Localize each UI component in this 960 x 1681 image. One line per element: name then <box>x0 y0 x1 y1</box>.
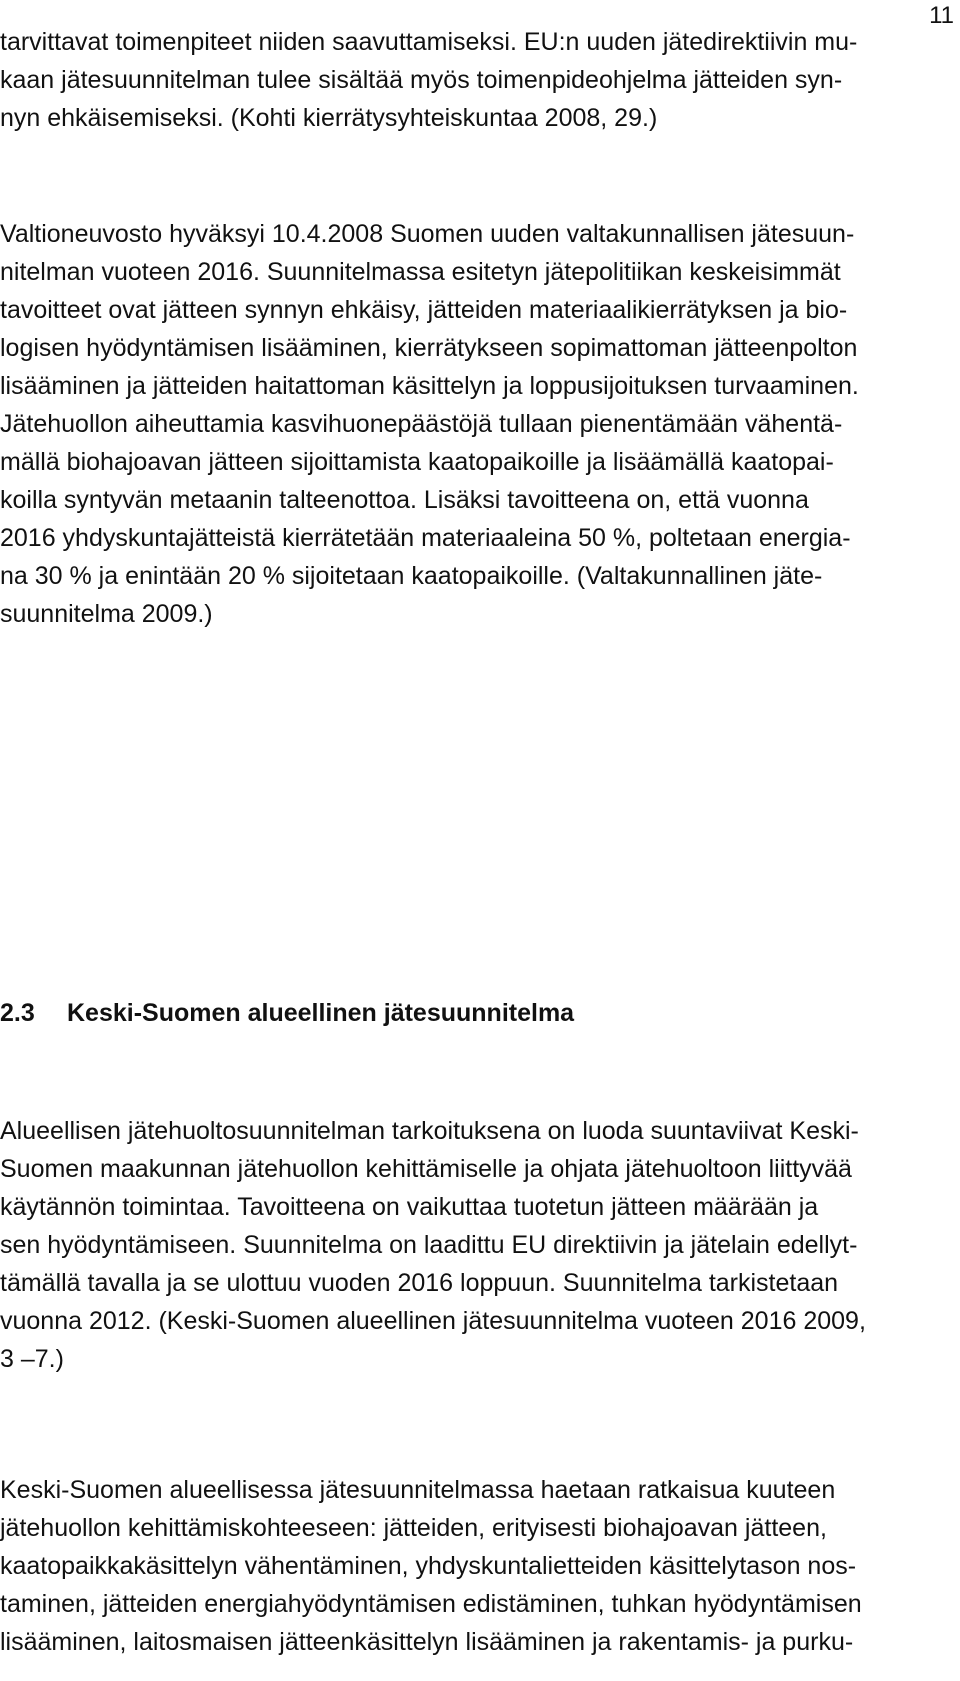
text-line: kaan jätesuunnitelman tulee sisältää myös toimenpideohjelma jätteiden syn- <box>0 66 843 94</box>
section-title: Keski-Suomen alueellinen jätesuunnitelma <box>67 999 575 1027</box>
text-line: Keski-Suomen alueellisessa jätesuunnitelmassa haetaan ratkaisua kuuteen <box>0 1476 836 1504</box>
text-line: jätehuollon kehittämiskohteeseen: jätteiden, erityisesti biohajoavan jätteen, <box>0 1514 827 1542</box>
text-line: suunnitelma 2009.) <box>0 600 213 628</box>
text-line: mällä biohajoavan jätteen sijoittamista kaatopaikoille ja lisäämällä kaatopai- <box>0 448 834 476</box>
page-number: 11 <box>929 2 954 29</box>
text-line: Jätehuollon aiheuttamia kasvihuonepäästöjä tullaan pienentämään vähentä- <box>0 410 843 438</box>
text-line: Suomen maakunnan jätehuollon kehittämiselle ja ohjata jätehuoltoon liittyvää <box>0 1155 852 1183</box>
text-line: 3 –7.) <box>0 1345 64 1373</box>
text-line: Valtioneuvosto hyväksyi 10.4.2008 Suomen uuden valtakunnallisen jätesuun- <box>0 220 855 248</box>
text-line: Alueellisen jätehuoltosuunnitelman tarkoituksena on luoda suuntaviivat Keski- <box>0 1117 859 1145</box>
text-line: sen hyödyntämiseen. Suunnitelma on laadittu EU direktiivin ja jätelain edellyt- <box>0 1231 858 1259</box>
text-line: lisääminen, laitosmaisen jätteenkäsittelyn lisääminen ja rakentamis- ja purku- <box>0 1628 854 1656</box>
text-line: tarvittavat toimenpiteet niiden saavuttamiseksi. EU:n uuden jätedirektiivin mu- <box>0 28 858 56</box>
text-line: koilla syntyvän metaanin talteenottoa. Lisäksi tavoitteena on, että vuonna <box>0 486 809 514</box>
text-line: kaatopaikkakäsittelyn vähentäminen, yhdyskuntalietteiden käsittelytason nos- <box>0 1552 857 1580</box>
text-line: taminen, jätteiden energiahyödyntämisen edistäminen, tuhkan hyödyntämisen <box>0 1590 862 1618</box>
text-line: käytännön toimintaa. Tavoitteena on vaikuttaa tuotetun jätteen määrään ja <box>0 1193 819 1221</box>
text-line: logisen hyödyntämisen lisääminen, kierrätykseen sopimattoman jätteenpolton <box>0 334 858 362</box>
section-heading <box>0 1001 574 1026</box>
text-line: tavoitteet ovat jätteen synnyn ehkäisy, jätteiden materiaalikierrätyksen ja bio- <box>0 296 848 324</box>
section-number: 2.3 <box>0 999 35 1027</box>
text-line: tämällä tavalla ja se ulottuu vuoden 2016 loppuun. Suunnitelma tarkistetaan <box>0 1269 839 1297</box>
text-line: lisääminen ja jätteiden haitattoman käsittelyn ja loppusijoituksen turvaaminen. <box>0 372 859 400</box>
text-line: nitelman vuoteen 2016. Suunnitelmassa esitetyn jätepolitiikan keskeisimmät <box>0 258 841 286</box>
text-line: vuonna 2012. (Keski-Suomen alueellinen jätesuunnitelma vuoteen 2016 2009, <box>0 1307 866 1335</box>
text-line: na 30 % ja enintään 20 % sijoitetaan kaatopaikoille. (Valtakunnallinen jäte- <box>0 562 823 590</box>
text-line: 2016 yhdyskuntajätteistä kierrätetään materiaaleina 50 %, poltetaan energia- <box>0 524 851 552</box>
text-line: nyn ehkäisemiseksi. (Kohti kierrätysyhteiskuntaa 2008, 29.) <box>0 104 658 132</box>
